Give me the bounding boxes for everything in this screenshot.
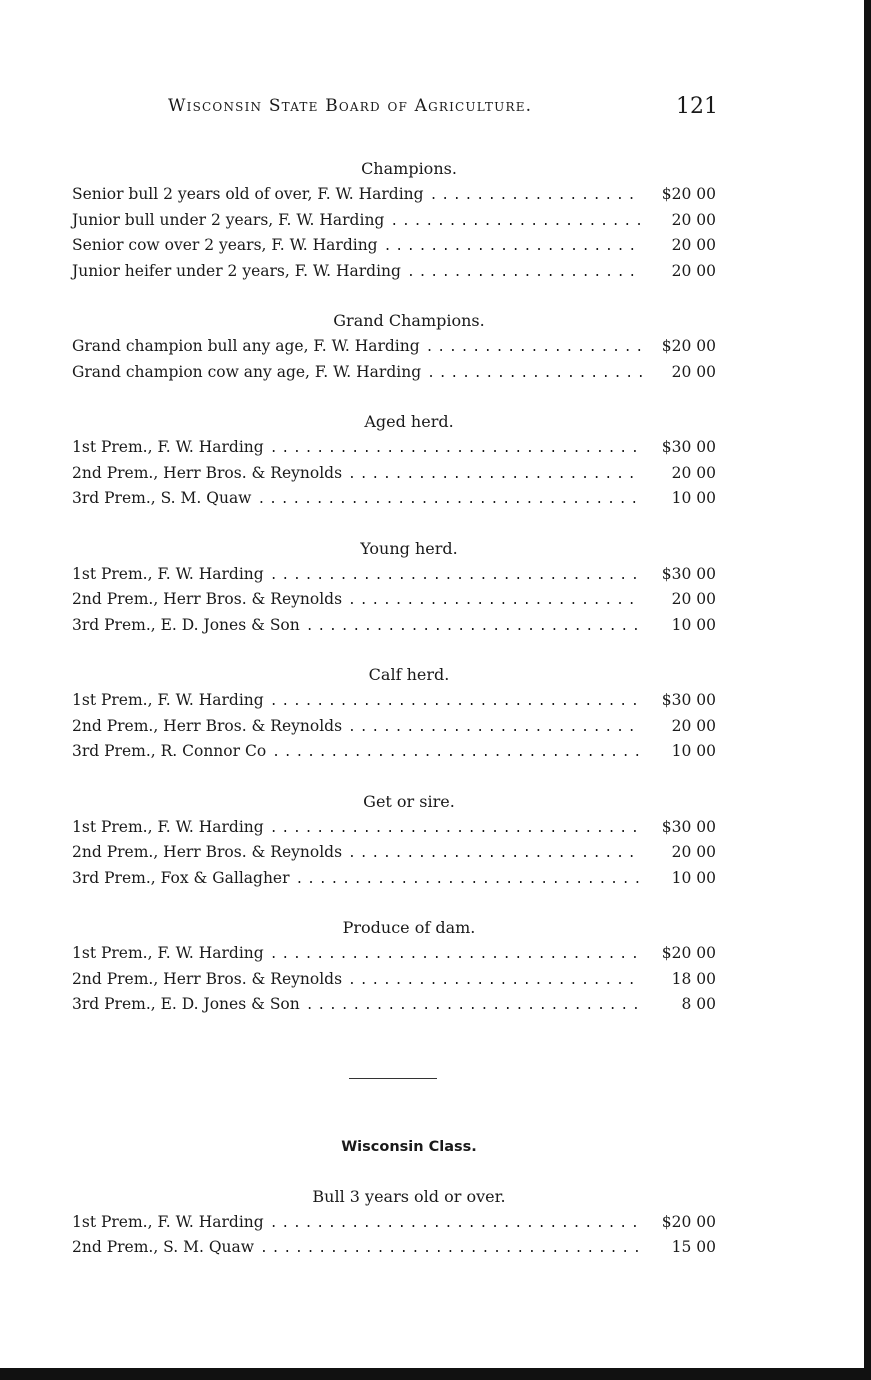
prize-entry <box>72 182 716 208</box>
section-heading: Bull 3 years old or over. <box>312 1186 506 1206</box>
entry-label: Senior bull 2 years old of over, F. W. Harding <box>72 185 424 203</box>
prize-entry <box>72 562 716 588</box>
entry-amount: 18 00 <box>671 969 716 988</box>
section-heading: Young herd. <box>360 538 458 558</box>
entry-amount: 20 00 <box>671 236 716 254</box>
entry-label: 1st Prem., F. W. Harding <box>72 564 264 583</box>
prize-section <box>72 409 716 512</box>
section-gap <box>72 638 716 662</box>
prize-entry <box>72 992 716 1018</box>
prize-list <box>72 156 716 1261</box>
entry-amount: $20 00 <box>661 185 716 203</box>
entry-label: 2nd Prem., Herr Bros. & Reynolds <box>72 463 343 482</box>
dot-leader <box>270 816 642 842</box>
prize-entry <box>72 334 716 360</box>
entry-amount: 20 00 <box>671 362 716 381</box>
dot-leader <box>296 867 642 893</box>
prize-entry <box>72 739 716 765</box>
section-heading: Produce of dam. <box>342 918 476 937</box>
prize-entry <box>72 714 716 740</box>
entry-label: 1st Prem., F. W. Harding <box>72 944 264 962</box>
entry-amount: $30 00 <box>661 691 716 709</box>
prize-entry <box>72 435 716 461</box>
dot-leader <box>257 487 642 513</box>
entry-label: 1st Prem., F. W. Harding <box>72 1212 264 1231</box>
entry-label: 3rd Prem., R. Connor Co <box>72 742 267 760</box>
entry-amount: 20 00 <box>671 210 716 229</box>
prize-entry <box>72 815 716 841</box>
entry-amount: $20 00 <box>661 1212 716 1231</box>
entry-amount: $30 00 <box>661 817 716 836</box>
prize-entry <box>72 967 716 993</box>
prize-entry <box>72 208 716 234</box>
entry-label: Grand champion bull any age, F. W. Harding <box>72 337 420 355</box>
class-heading: Wisconsin Class. <box>341 1138 477 1155</box>
prize-section <box>72 789 716 892</box>
dot-leader <box>348 462 642 488</box>
entry-amount: 8 00 <box>681 995 716 1013</box>
entry-amount: $30 00 <box>661 438 716 456</box>
dot-leader <box>348 715 642 741</box>
entry-label: 2nd Prem., Herr Bros. & Reynolds <box>72 969 343 988</box>
dot-leader <box>348 841 642 867</box>
prize-entry <box>72 866 716 892</box>
entry-amount: 10 00 <box>671 868 716 887</box>
entry-label: Junior heifer under 2 years, F. W. Harding <box>72 261 401 280</box>
section-gap <box>72 1160 716 1184</box>
separator <box>72 1042 716 1134</box>
dot-leader <box>348 968 642 994</box>
dot-leader <box>426 335 642 361</box>
dot-leader <box>390 209 642 235</box>
dot-leader <box>270 563 642 589</box>
entry-label: 1st Prem., F. W. Harding <box>72 817 264 836</box>
dot-leader <box>270 1211 642 1237</box>
page-number: 121 <box>676 94 718 119</box>
entry-label: 2nd Prem., Herr Bros. & Reynolds <box>72 716 343 735</box>
dot-leader <box>306 614 642 640</box>
prize-entry <box>72 360 716 386</box>
entry-amount: 10 00 <box>671 742 716 760</box>
entry-label: 1st Prem., F. W. Harding <box>72 691 264 709</box>
prize-section <box>72 1184 716 1261</box>
prize-section <box>72 662 716 765</box>
dot-leader <box>270 436 642 462</box>
entry-label: 3rd Prem., Fox & Gallagher <box>72 868 290 887</box>
prize-entry <box>72 1210 716 1236</box>
section-heading: Calf herd. <box>368 665 450 684</box>
entry-label: 3rd Prem., E. D. Jones & Son <box>72 615 300 634</box>
entry-label: Senior cow over 2 years, F. W. Harding <box>72 236 378 254</box>
prize-entry <box>72 941 716 967</box>
section-heading: Get or sire. <box>363 791 455 811</box>
entry-label: 2nd Prem., S. M. Quaw <box>72 1238 255 1256</box>
entry-amount: 15 00 <box>671 1238 716 1256</box>
prize-section <box>72 536 716 639</box>
entry-amount: 20 00 <box>671 261 716 280</box>
dot-leader <box>384 234 642 260</box>
prize-entry <box>72 613 716 639</box>
running-title: Wisconsin State Board of Agriculture. <box>168 96 533 116</box>
prize-entry <box>72 840 716 866</box>
scan-edge-bottom <box>0 1368 871 1380</box>
prize-entry <box>72 587 716 613</box>
entry-label: 1st Prem., F. W. Harding <box>72 438 264 456</box>
entry-amount: 20 00 <box>671 590 716 608</box>
dot-leader <box>430 183 642 209</box>
entry-amount: 20 00 <box>671 843 716 861</box>
section-gap <box>72 385 716 409</box>
prize-section <box>72 156 716 284</box>
entry-label: 3rd Prem., E. D. Jones & Son <box>72 995 300 1013</box>
dot-leader <box>407 260 642 286</box>
entry-amount: $30 00 <box>661 564 716 583</box>
section-gap <box>72 284 716 308</box>
section-gap <box>72 765 716 789</box>
prize-section <box>72 915 716 1018</box>
prize-entry <box>72 259 716 285</box>
dot-leader <box>272 740 642 766</box>
entry-amount: 10 00 <box>671 489 716 507</box>
prize-entry <box>72 461 716 487</box>
section-gap <box>72 891 716 915</box>
section-gap <box>72 512 716 536</box>
entry-label: Junior bull under 2 years, F. W. Harding <box>72 210 385 229</box>
section-heading: Champions. <box>361 159 457 178</box>
section-heading: Grand Champions. <box>333 311 485 330</box>
section-gap <box>72 1018 716 1042</box>
prize-entry <box>72 688 716 714</box>
entry-amount: 20 00 <box>671 716 716 735</box>
prize-section <box>72 308 716 385</box>
dot-leader <box>427 361 642 387</box>
prize-entry <box>72 486 716 512</box>
entry-amount: $20 00 <box>661 944 716 962</box>
entry-label: 2nd Prem., Herr Bros. & Reynolds <box>72 590 343 608</box>
prize-entry <box>72 233 716 259</box>
scan-edge-right <box>864 0 871 1380</box>
dot-leader <box>270 689 642 715</box>
prize-entry <box>72 1235 716 1261</box>
entry-amount: 20 00 <box>671 463 716 482</box>
entry-label: 2nd Prem., Herr Bros. & Reynolds <box>72 843 343 861</box>
entry-label: Grand champion cow any age, F. W. Harding <box>72 362 422 381</box>
entry-label: 3rd Prem., S. M. Quaw <box>72 489 252 507</box>
dot-leader <box>260 1236 642 1262</box>
entry-amount: $20 00 <box>661 337 716 355</box>
dot-leader <box>270 942 642 968</box>
section-heading: Aged herd. <box>364 412 454 431</box>
entry-amount: 10 00 <box>671 615 716 634</box>
dot-leader <box>348 588 642 614</box>
dot-leader <box>306 993 642 1019</box>
horizontal-rule <box>349 1078 437 1079</box>
